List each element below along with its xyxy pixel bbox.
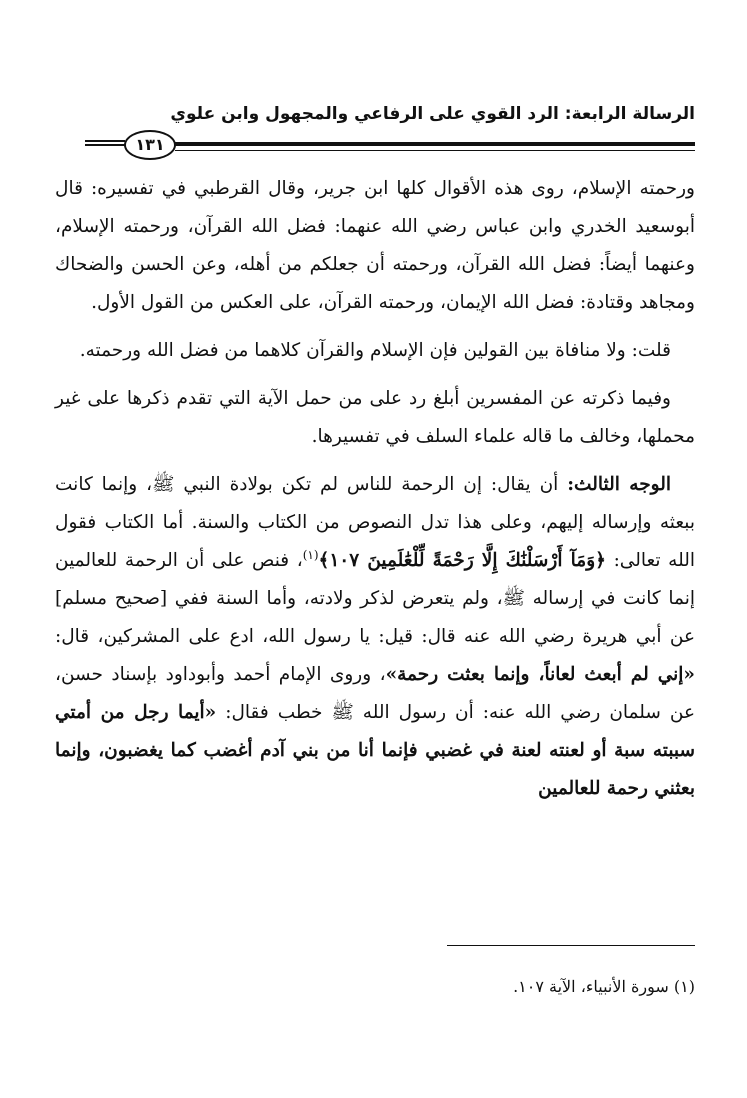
footnote-reference: (١) bbox=[302, 547, 319, 562]
text-span: أن يقال: إن الرحمة للناس لم تكن بولادة النبي ﷺ، وإنما كانت ببعثه وإرساله إليهم، وعلى هذا تدل النصوص من الكتاب والسنة. أما الكتاب فقول الله تعالى: bbox=[55, 474, 695, 571]
hadith-quote: «أيما رجل من أمتي سببته سبة أو لعنته لعنة في غضبي فإنما أنا من بني آدم أغضب كما يغضبون، وإنما بعثني رحمة للعالمين bbox=[55, 702, 695, 799]
text-span: ، وروى الإمام أحمد وأبوداود بإسناد حسن، عن سلمان رضي الله عنه: أن رسول الله ﷺ خطب فقال: bbox=[55, 664, 695, 723]
quran-verse: ﴿وَمَآ أَرْسَلْنَٰكَ إِلَّا رَحْمَةً لِّلْعَٰلَمِينَ ١٠٧﴾ bbox=[318, 550, 606, 571]
paragraph: قلت: ولا منافاة بين القولين فإن الإسلام والقرآن كلاهما من فضل الله ورحمته. bbox=[79, 340, 671, 361]
paragraph: وفيما ذكرته عن المفسرين أبلغ رد على من حمل الآية التي تقدم ذكرها على غير محملها، وخالف ما قاله علماء السلف في تفسيرها. bbox=[55, 388, 695, 447]
header-rule-thin bbox=[175, 150, 695, 151]
paragraph-third-aspect bbox=[55, 466, 695, 808]
footnote: (١) سورة الأنبياء، الآية ١٠٧. bbox=[513, 977, 695, 996]
body-text bbox=[55, 170, 695, 818]
running-header: الرسالة الرابعة: الرد القوي على الرفاعي والمجهول وابن علوي bbox=[170, 104, 695, 124]
paragraph: ورحمته الإسلام، روى هذه الأقوال كلها ابن جرير، وقال القرطبي في تفسيره: قال أبوسعيد الخدري وابن عباس رضي الله عنهما: فضل الله القرآن، ورحمته الإسلام، وعنهما أيضاً: فضل الله القرآن، ورحمته أن جعلكم من أهله، وعن الحسن والضحاك ومجاهد وقتادة: فضل الله الإيمان، ورحمته القرآن، على العكس من القول الأول. bbox=[55, 178, 695, 313]
text-span: ، فنص على أن الرحمة للعالمين إنما كانت في إرساله ﷺ، ولم يتعرض لذكر ولادته، وأما السنة ففي [صحيح مسلم] عن أبي هريرة رضي الله عنه قال: قيل: يا رسول الله، ادع على المشركين، قال: bbox=[55, 550, 695, 647]
section-lead: الوجه الثالث: bbox=[567, 474, 671, 495]
hadith-quote: «إني لم أبعث لعاناً، وإنما بعثت رحمة» bbox=[385, 664, 695, 685]
page-number: ١٣١ bbox=[124, 130, 176, 160]
header-rule-left bbox=[85, 140, 125, 148]
footnote-rule bbox=[447, 945, 695, 946]
header-rule-thick bbox=[175, 142, 695, 146]
